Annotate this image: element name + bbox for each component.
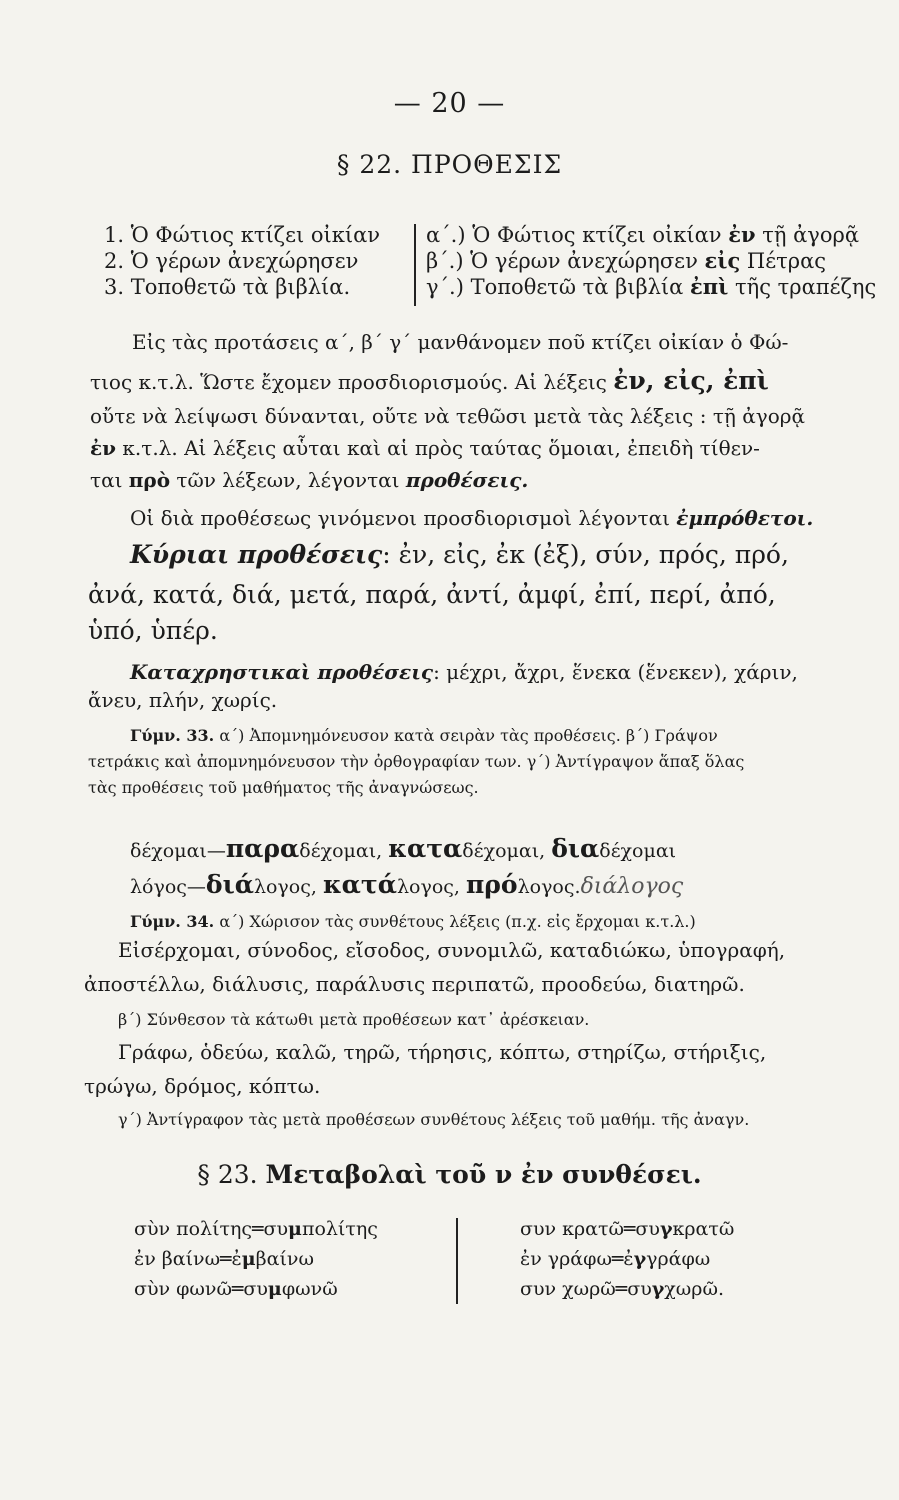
text-run: πολίτης <box>301 1218 378 1240</box>
exercise34-line: Εἰσέρχομαι, σύνοδος, εἴσοδος, συνομιλῶ, καταδιώκω, ὑπογραφή, <box>118 938 786 962</box>
section23-number: § 23. <box>197 1160 266 1189</box>
example-right-text: γ΄.) Τοποθετῶ τὰ βιβλία <box>426 275 691 299</box>
column-divider <box>456 1218 458 1304</box>
bold-term: ἐν <box>90 436 117 460</box>
exercise34-line: ἀποστέλλω, διάλυσις, παράλυσις περιπατῶ, προοδεύω, διατηρῶ. <box>84 972 745 996</box>
bold-term: πρό <box>465 870 518 899</box>
assimilation-right-2 <box>520 1248 710 1270</box>
bold-term: κατά <box>322 870 397 899</box>
preposition-bold: ἐν <box>728 222 756 247</box>
text-run: ἐν βαίνω═ἐ <box>134 1248 242 1270</box>
bold-term: προθέσεις. <box>405 468 529 492</box>
handwritten-note: διάλογος <box>580 874 684 899</box>
exercise33-line: τετράκις καὶ ἀπομνημόνευσον τὴν ὀρθογραφίαν των. γ΄) Ἀντίγραψον ἅπαξ ὅλας <box>88 752 745 771</box>
section23-title: Μεταβολαὶ τοῦ ν ἐν συνθέσει. <box>265 1160 702 1189</box>
text-run: ἐν γράφω═ἐ <box>520 1248 634 1270</box>
exercise34-line: β΄) Σύνθεσον τὰ κάτωθι μετὰ προθέσεων κατ᾿ ἀρέσκειαν. <box>118 1010 590 1029</box>
assimilation-left-3 <box>134 1278 338 1300</box>
bold-letter: μ <box>241 1248 256 1270</box>
text-run: δέχομαι, <box>462 840 552 862</box>
bold-letter: γ <box>651 1278 665 1300</box>
example-right-text: Πέτρας <box>740 249 827 273</box>
text-run: λογος, <box>253 876 323 898</box>
text-run: δέχομαι <box>599 840 677 862</box>
paragraph1-line: οὔτε νὰ λείψωσι δύνανται, οὔτε νὰ τεθῶσι μετὰ τὰς λέξεις : τῇ ἀγορᾷ <box>90 404 805 428</box>
bold-letter: γ <box>659 1218 673 1240</box>
compounds-line-2 <box>130 870 683 899</box>
text-run: λογος. <box>517 876 581 898</box>
example-right-text: τῆς τραπέζης <box>728 275 877 299</box>
example-left-2: 2. Ὁ γέρων ἀνεχώρησεν <box>104 249 359 273</box>
exercise34-line: Γράφω, ὁδεύω, καλῶ, τηρῶ, τήρησις, κόπτω, στηρίζω, στήριξις, <box>118 1040 767 1064</box>
example-right-2 <box>426 248 826 274</box>
bold-term: ἐμπρόθετοι. <box>676 506 814 530</box>
text-run: βαίνω <box>255 1248 314 1270</box>
exercise-label: Γύμν. 33. <box>130 726 215 745</box>
example-right-3 <box>426 274 876 300</box>
exercise33-line: τὰς προθέσεις τοῦ μαθήματος τῆς ἀναγνώσεως. <box>88 778 479 797</box>
text-run: χωρῶ. <box>664 1278 725 1300</box>
section23-heading <box>0 1160 899 1189</box>
bold-letter: μ <box>288 1218 302 1240</box>
text-run: τῶν λέξεων, λέγονται <box>170 468 406 492</box>
bold-term: ἐν, εἰς, ἐπὶ <box>613 366 769 395</box>
text-run: δέχομαι, <box>299 840 389 862</box>
section-heading: § 22. ΠΡΟΘΕΣΙΣ <box>336 150 563 179</box>
text-run: λογος, <box>396 876 466 898</box>
paragraph1-line <box>90 436 760 460</box>
text-run: Οἱ διὰ προθέσεως γινόμενοι προσδιορισμοὶ λέγονται <box>130 506 677 530</box>
bold-letter: μ <box>267 1278 282 1300</box>
example-right-1 <box>426 222 859 248</box>
exercise-label: Γύμν. 34. <box>130 912 215 931</box>
text-run: σὺν πολίτης═συ <box>134 1218 289 1240</box>
text-run: : μέχρι, ἄχρι, ἕνεκα (ἕνεκεν), χάριν, <box>433 660 798 684</box>
text-run: συν χωρῶ═συ <box>520 1278 652 1300</box>
text-run: ται <box>90 468 129 492</box>
text-run: λόγος— <box>130 876 206 898</box>
exercise34-line: τρώγω, δρόμος, κόπτω. <box>84 1074 321 1098</box>
preposition-bold: ἐπὶ <box>690 274 729 299</box>
text-run: γράφω <box>646 1248 711 1270</box>
text-run: κρατῶ <box>672 1218 735 1240</box>
bold-term: παρα <box>225 834 300 863</box>
improper-prepositions-line: ἄνευ, πλήν, χωρίς. <box>88 688 278 712</box>
assimilation-right-3 <box>520 1278 724 1300</box>
assimilation-right-1 <box>520 1218 734 1240</box>
assimilation-left-1 <box>134 1218 378 1240</box>
improper-prepositions-line <box>130 660 798 684</box>
proper-prepositions-line: ὑπό, ὑπέρ. <box>88 616 218 645</box>
proper-prepositions-line <box>130 540 789 569</box>
paragraph1-line <box>90 366 769 395</box>
compounds-line-1 <box>130 834 676 863</box>
paragraph1-line: Εἰς τὰς προτάσεις α΄, β΄ γ΄ μανθάνομεν ποῦ κτίζει οἰκίαν ὁ Φώ- <box>132 330 789 354</box>
exercise34-line <box>130 912 696 931</box>
preposition-bold: εἰς <box>704 248 741 273</box>
example-left-1: 1. Ὁ Φώτιος κτίζει οἰκίαν <box>104 223 381 247</box>
text-run: α΄) Χώρισον τὰς συνθέτους λέξεις (π.χ. εἰς ἔρχομαι κ.τ.λ.) <box>214 912 696 931</box>
exercise33-line <box>130 726 718 745</box>
page-number: — 20 — <box>393 88 506 119</box>
example-right-text: α΄.) Ὁ Φώτιος κτίζει οἰκίαν <box>426 223 729 247</box>
text-run: : ἐν, εἰς, ἐκ (ἐξ), σύν, πρός, πρό, <box>382 540 789 569</box>
paragraph1-line <box>90 468 528 492</box>
column-divider <box>414 224 416 306</box>
text-run: συν κρατῶ═συ <box>520 1218 660 1240</box>
bold-term: δια <box>551 834 600 863</box>
bold-term: κατα <box>388 834 463 863</box>
example-left-3: 3. Τοποθετῶ τὰ βιβλία. <box>104 275 351 299</box>
bold-term: διά <box>205 870 254 899</box>
improper-prepositions-label: Καταχρηστικαὶ προθέσεις <box>130 660 434 684</box>
text-run: σὺν φωνῶ═συ <box>134 1278 268 1300</box>
example-right-text: β΄.) Ὁ γέρων ἀνεχώρησεν <box>426 249 705 273</box>
bold-letter: γ <box>633 1248 647 1270</box>
text-run: κ.τ.λ. Αἱ λέξεις αὗται καὶ αἱ πρὸς ταύτας ὅμοιαι, ἐπειδὴ τίθεν- <box>116 436 760 460</box>
proper-prepositions-line: ἀνά, κατά, διά, μετά, παρά, ἀντί, ἀμφί, ἐπί, περί, ἀπό, <box>88 580 776 609</box>
text-run: τιος κ.τ.λ. Ὥστε ἔχομεν προσδιορισμούς. Αἱ λέξεις <box>90 370 614 394</box>
text-run: α΄) Ἀπομνημόνευσον κατὰ σειρὰν τὰς προθέσεις. β΄) Γράψον <box>214 726 718 745</box>
exercise34-line: γ΄) Ἀντίγραφον τὰς μετὰ προθέσεων συνθέτους λέξεις τοῦ μαθήμ. τῆς ἀναγν. <box>118 1110 750 1129</box>
example-right-text: τῇ ἀγορᾷ <box>755 223 860 247</box>
paragraph2 <box>130 506 813 530</box>
proper-prepositions-label: Κύριαι προθέσεις <box>130 540 383 569</box>
assimilation-left-2 <box>134 1248 314 1270</box>
text-run: φωνῶ <box>281 1278 338 1300</box>
text-run: δέχομαι— <box>130 840 226 862</box>
bold-term: πρὸ <box>128 468 171 492</box>
